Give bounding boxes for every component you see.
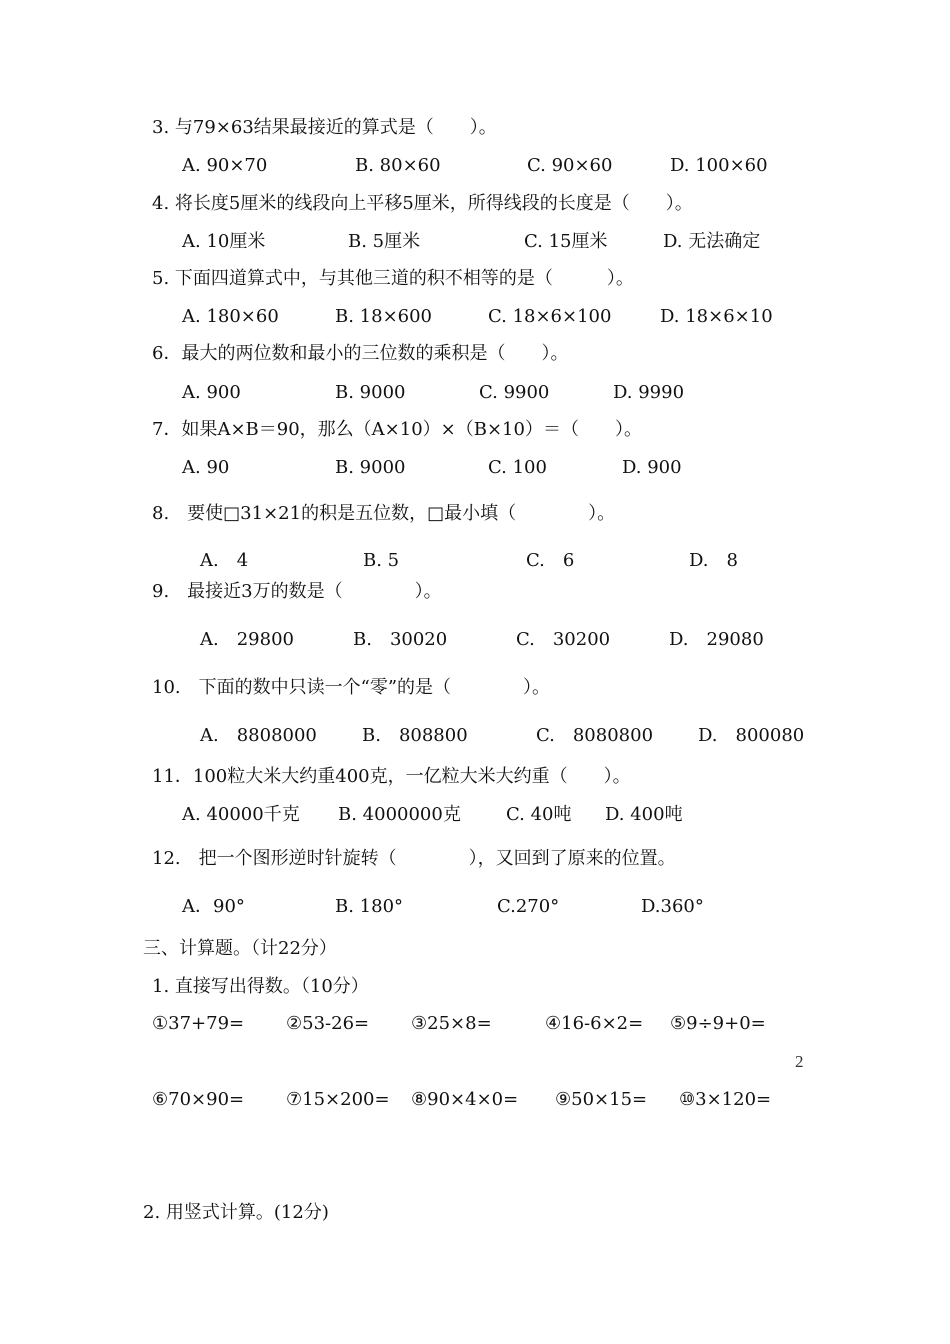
question-4-option-d: D. 无法确定: [663, 231, 761, 252]
calc-item-1: ①37+79=: [152, 1013, 245, 1034]
section-3-title: 三、计算题。（计22分）: [143, 938, 337, 959]
question-12-option-a: A．90°: [182, 896, 245, 917]
question-9-option-c: C. 30200: [516, 629, 611, 650]
question-8-option-b: B. 5: [363, 550, 400, 571]
calc-item-7: ⑦15×200=: [286, 1089, 390, 1110]
question-3-option-c: C. 90×60: [527, 155, 613, 176]
question-11-option-c: C. 40吨: [506, 804, 572, 825]
question-5-option-c: C. 18×6×100: [488, 306, 612, 327]
question-9-option-d: D. 29080: [669, 629, 764, 650]
question-11-stem: 11．100粒大米大约重400克，一亿粒大米大约重（ ）。: [152, 766, 631, 787]
calc-q2-title: 2. 用竖式计算。(12分): [143, 1202, 329, 1223]
question-11-option-b: B. 4000000克: [338, 804, 461, 825]
question-6-option-a: A. 900: [182, 382, 241, 403]
question-3-stem: 3. 与79×63结果最接近的算式是（ ）。: [152, 117, 497, 138]
calc-item-10: ⑩3×120=: [679, 1089, 772, 1110]
question-7-option-a: A. 90: [182, 457, 230, 478]
question-3-option-b: B. 80×60: [355, 155, 441, 176]
question-12-option-d: D.360°: [641, 896, 704, 917]
question-12-option-c: C.270°: [497, 896, 560, 917]
question-6-stem: 6．最大的两位数和最小的三位数的乘积是（ ）。: [152, 343, 569, 364]
calc-item-5: ⑤9÷9+0=: [670, 1013, 766, 1034]
question-5-option-a: A. 180×60: [182, 306, 279, 327]
question-4-option-a: A. 10厘米: [182, 231, 266, 252]
calc-q1-title: 1. 直接写出得数。（10分）: [152, 976, 369, 997]
question-7-option-b: B. 9000: [335, 457, 406, 478]
question-9-option-b: B. 30020: [353, 629, 448, 650]
question-8-option-d: D. 8: [689, 550, 738, 571]
page-number: 2: [795, 1052, 804, 1071]
question-5-option-b: B. 18×600: [335, 306, 433, 327]
question-11-option-d: D. 400吨: [605, 804, 683, 825]
question-12-stem: 12. 把一个图形逆时针旋转（ ），又回到了原来的位置。: [152, 848, 676, 869]
question-3-option-a: A. 90×70: [182, 155, 268, 176]
question-5-option-d: D. 18×6×10: [660, 306, 773, 327]
question-10-option-b: B. 808800: [362, 725, 468, 746]
calc-item-6: ⑥70×90=: [152, 1089, 245, 1110]
question-4-option-c: C. 15厘米: [524, 231, 608, 252]
question-5-stem: 5. 下面四道算式中，与其他三道的积不相等的是（ ）。: [152, 268, 634, 289]
question-8-stem: 8. 要使□31×21的积是五位数，□最小填（ ）。: [152, 503, 616, 524]
question-11-option-a: A. 40000千克: [182, 804, 300, 825]
question-9-stem: 9. 最接近3万的数是（ ）。: [152, 581, 442, 602]
calc-item-4: ④16-6×2=: [545, 1013, 644, 1034]
question-10-option-c: C. 8080800: [536, 725, 654, 746]
question-7-stem: 7．如果A×B＝90，那么（A×10）×（B×10）＝（ ）。: [152, 419, 642, 440]
calc-item-3: ③25×8=: [411, 1013, 492, 1034]
calc-item-8: ⑧90×4×0=: [411, 1089, 519, 1110]
question-4-stem: 4. 将长度5厘米的线段向上平移5厘米，所得线段的长度是（ ）。: [152, 193, 693, 214]
question-10-option-a: A. 8808000: [200, 725, 317, 746]
calc-item-2: ②53-26=: [286, 1013, 370, 1034]
question-3-option-d: D. 100×60: [670, 155, 768, 176]
question-4-option-b: B. 5厘米: [348, 231, 421, 252]
question-10-stem: 10. 下面的数中只读一个“零”的是（ ）。: [152, 677, 551, 698]
question-6-option-b: B. 9000: [335, 382, 406, 403]
question-9-option-a: A. 29800: [200, 629, 294, 650]
calc-item-9: ⑨50×15=: [555, 1089, 648, 1110]
question-7-option-d: D. 900: [622, 457, 682, 478]
question-7-option-c: C. 100: [488, 457, 547, 478]
question-8-option-c: C. 6: [526, 550, 575, 571]
question-12-option-b: B. 180°: [335, 896, 404, 917]
question-6-option-c: C. 9900: [479, 382, 550, 403]
question-8-option-a: A. 4: [200, 550, 249, 571]
question-10-option-d: D. 800080: [698, 725, 805, 746]
question-6-option-d: D. 9990: [613, 382, 685, 403]
